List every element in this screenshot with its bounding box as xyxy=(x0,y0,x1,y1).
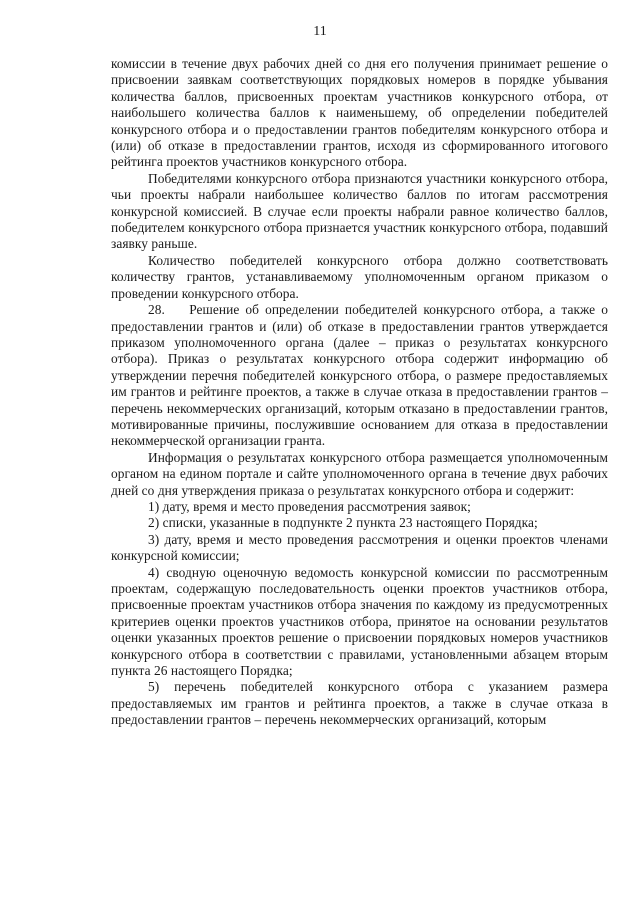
list-item-5: 5) перечень победителей конкурсного отбора с указанием размера предоставляемых им грантов и рейтинга проектов, а также в случае отказа в предоставлении грантов – перечень некоммерческих организаций, которым xyxy=(111,679,608,728)
document-body xyxy=(111,56,608,729)
list-item-4: 4) сводную оценочную ведомость конкурсной комиссии по рассмотренным проектам, содержащую последовательность оценки проектов участников отбора, присвоенные проектам участников отбора значения по каждому из предусмотренных критериев оценки проектов участников отбора, принятое на основании результатов оценки указанных проектов решение о присвоении порядковых номеров участников конкурсного отбора в соответствии с правилами, установленными абзацем вторым пункта 26 настоящего Порядка; xyxy=(111,564,608,679)
list-item-1: 1) дату, время и место проведения рассмотрения заявок; xyxy=(148,498,471,514)
paragraph-commission-decision: комиссии в течение двух рабочих дней со дня его получения принимает решение о присвоении заявкам соответствующих порядковых номеров в порядке убывания количества баллов, присвоенных проектам участников конкурсного отбора, от наибольшего количества баллов к наименьшему, об определении победителей конкурсного отбора и о предоставлении грантов победителям конкурсного отбора и (или) об отказе в предоставлении грантов, исходя из сформированного итогового рейтинга проектов участников конкурсного отбора. xyxy=(111,56,608,170)
page-number: 11 xyxy=(313,24,327,39)
paragraph-item-28: 28. Решение об определении победителей конкурсного отбора, а также о предоставлении грантов и (или) об отказе в предоставлении грантов утверждается приказом уполномоченного органа (далее – приказ о результатах конкурсного отбора). Приказ о результатах конкурсного отбора содержит информацию об утверждении перечня победителей конкурсного отбора, о размере предоставляемых им грантов и рейтинге проектов, а также в случае отказа в предоставлении грантов – перечень некоммерческих организаций, которым отказано в предоставлении грантов, мотивированные причины, послужившие основанием для отказа в предоставлении некоммерческой организации гранта. xyxy=(111,302,608,449)
list-item-3: 3) дату, время и место проведения рассмотрения и оценки проектов членами конкурсной комиссии; xyxy=(111,531,608,564)
list-item-2: 2) списки, указанные в подпункте 2 пункта 23 настоящего Порядка; xyxy=(148,515,538,531)
paragraph-winners-count: Количество победителей конкурсного отбора должно соответствовать количеству грантов, устанавливаемому уполномоченным органом приказом о проведении конкурсного отбора. xyxy=(111,252,608,301)
paragraph-winners-definition: Победителями конкурсного отбора признаются участники конкурсного отбора, чьи проекты набрали наибольшее количество баллов по итогам рассмотрения конкурсной комиссией. В случае если проекты набрали равное количество баллов, победителем конкурсного отбора признается участник конкурсного отбора, подавший заявку раньше. xyxy=(111,170,608,252)
paragraph-results-information: Информация о результатах конкурсного отбора размещается уполномоченным органом на едином портале и сайте уполномоченного органа в течение двух рабочих дней со дня утверждения приказа о результатах конкурсного отбора и содержит: xyxy=(111,449,608,498)
